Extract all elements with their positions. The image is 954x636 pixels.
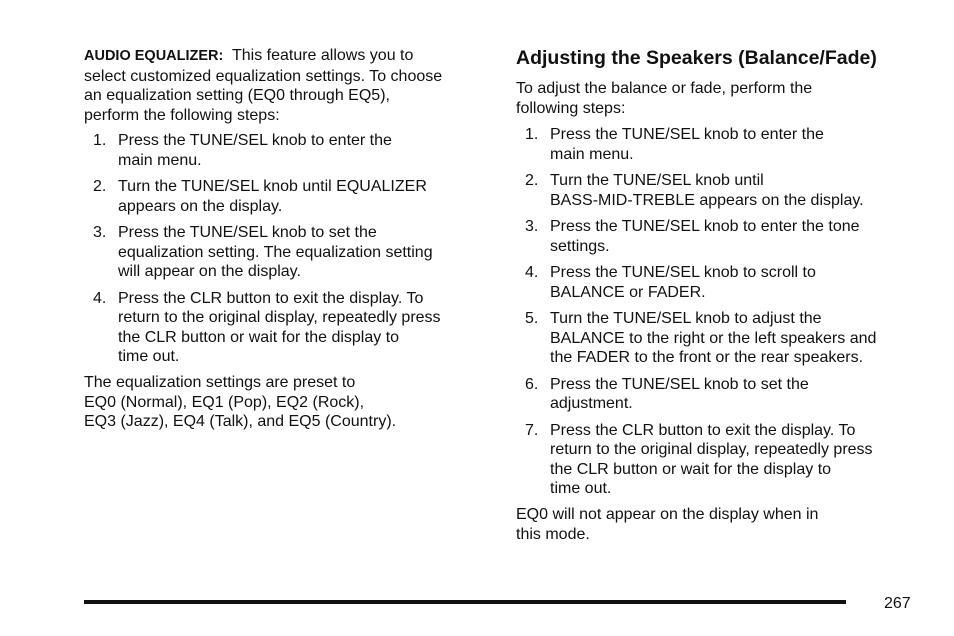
step-line: adjustment.	[550, 395, 633, 412]
step-line: Press the CLR button to exit the display. To	[550, 421, 856, 439]
step-number: 3.	[93, 224, 107, 241]
outro-line: EQ0 (Normal), EQ1 (Pop), EQ2 (Rock),	[84, 393, 365, 411]
step-number: 5.	[525, 310, 539, 327]
step-line: Press the TUNE/SEL knob to set the	[550, 375, 809, 393]
step-line: main menu.	[118, 151, 202, 169]
equalizer-steps	[84, 131, 494, 367]
list-item	[516, 375, 936, 414]
step-text	[550, 421, 936, 499]
list-item	[516, 171, 936, 210]
step-line: Turn the TUNE/SEL knob until	[550, 172, 764, 189]
step-line: Turn the TUNE/SEL knob to adjust the	[550, 310, 822, 327]
page-number: 267	[884, 595, 911, 612]
step-number: 4.	[525, 264, 539, 281]
list-item	[84, 223, 494, 282]
step-line: Press the TUNE/SEL knob to scroll to	[550, 264, 816, 281]
balance-note	[516, 505, 936, 544]
step-number: 2.	[525, 172, 539, 189]
step-number: 6.	[525, 375, 539, 393]
step-line: BALANCE to the right or the left speakers and	[550, 329, 877, 347]
step-text	[550, 309, 936, 368]
step-line: Press the TUNE/SEL knob to set the	[118, 224, 377, 241]
step-text	[550, 375, 936, 414]
list-item	[516, 309, 936, 368]
outro-line: this mode.	[516, 525, 590, 543]
outro-line: The equalization settings are preset to	[84, 374, 356, 391]
balance-steps	[516, 125, 936, 499]
intro-line: an equalization setting (EQ0 through EQ5),	[84, 87, 390, 104]
list-item	[84, 289, 494, 367]
intro-line: following steps:	[516, 99, 626, 117]
step-line: Press the TUNE/SEL knob to enter the	[550, 126, 824, 143]
equalizer-presets	[84, 373, 494, 432]
step-number: 3.	[525, 218, 539, 235]
equalizer-lead: AUDIO EQUALIZER:	[84, 48, 224, 64]
equalizer-intro	[84, 46, 494, 125]
step-line: settings.	[550, 237, 610, 255]
step-number: 2.	[93, 178, 107, 195]
step-text	[118, 223, 494, 282]
list-item	[516, 421, 936, 499]
step-line: time out.	[550, 480, 612, 497]
step-line: Press the TUNE/SEL knob to enter the	[118, 132, 392, 149]
step-text	[118, 177, 494, 216]
step-text	[550, 125, 936, 164]
list-item	[84, 131, 494, 170]
footer-rule	[84, 600, 846, 604]
step-number: 4.	[93, 289, 107, 307]
step-line: return to the original display, repeatedly press	[118, 309, 441, 326]
list-item	[84, 177, 494, 216]
step-line: BASS-MID-TREBLE appears on the display.	[550, 191, 864, 209]
step-text	[550, 263, 936, 302]
step-number: 7.	[525, 421, 539, 439]
step-line: the FADER to the front or the rear speakers.	[550, 349, 864, 366]
step-text	[550, 217, 936, 256]
list-item	[516, 217, 936, 256]
section-heading: Adjusting the Speakers (Balance/Fade)	[516, 47, 877, 69]
step-number: 1.	[525, 126, 539, 143]
step-line: time out.	[118, 348, 180, 365]
list-item	[516, 263, 936, 302]
step-number: 1.	[93, 132, 107, 149]
step-line: the CLR button or wait for the display to	[550, 460, 832, 478]
step-line: the CLR button or wait for the display to	[118, 328, 400, 346]
list-item	[516, 125, 936, 164]
step-line: will appear on the display.	[118, 263, 301, 280]
intro-line: To adjust the balance or fade, perform the	[516, 80, 813, 97]
step-line: appears on the display.	[118, 197, 283, 215]
step-text	[118, 289, 494, 367]
step-line: Press the TUNE/SEL knob to enter the tone	[550, 218, 860, 235]
intro-line: perform the following steps:	[84, 106, 280, 124]
step-line: Press the CLR button to exit the display. To	[118, 289, 424, 307]
intro-line: select customized equalization settings. To choose	[84, 67, 443, 85]
step-text	[118, 131, 494, 170]
balance-intro	[516, 79, 936, 118]
intro-line: This feature allows you to	[231, 47, 414, 64]
step-line: BALANCE or FADER.	[550, 283, 706, 301]
step-line: equalization setting. The equalization setting	[118, 243, 433, 261]
outro-line: EQ0 will not appear on the display when in	[516, 506, 819, 523]
outro-line: EQ3 (Jazz), EQ4 (Talk), and EQ5 (Country).	[84, 413, 397, 430]
step-line: Turn the TUNE/SEL knob until EQUALIZER	[118, 178, 427, 195]
step-line: main menu.	[550, 145, 634, 163]
step-line: return to the original display, repeatedly press	[550, 441, 873, 458]
step-text	[550, 171, 936, 210]
